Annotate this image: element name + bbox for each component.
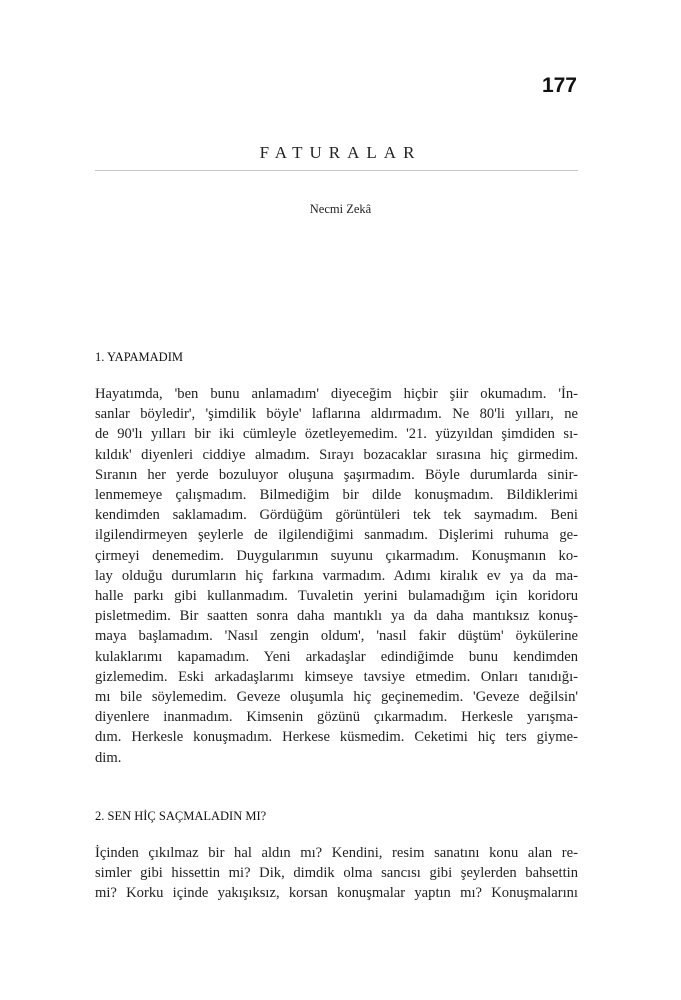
text-line: dım. Herkesle konuşmadım. Herkese küsmedim. Ceketimi hiç ters giyme- bbox=[95, 729, 578, 746]
section-body-1 bbox=[95, 384, 578, 768]
text-line: maya başlamadım. 'Nasıl zengin oldum', 'nasıl fakir düştüm' öykülerine bbox=[95, 628, 578, 645]
text-line: gizlemedim. Eski arkadaşlarımı kimseye tavsiye etmedim. Onları tanıdığı- bbox=[95, 668, 578, 685]
text-line: mi? Korku içinde yakışıksız, korsan konuşmalar yaptın mı? Konuşmalarını bbox=[95, 885, 578, 902]
text-line: sanlar böyledir', 'şimdilik böyle' laflarına aldırmadım. Ne 80'li yılları, ne bbox=[95, 406, 578, 423]
text-line: Sıranın her yerde bozuluyor oluşuna şaşırmadım. Böyle durumlarda sinir- bbox=[95, 466, 578, 483]
text-line: dim. bbox=[95, 749, 122, 766]
text-line: lenmemeye çalışmadım. Bilmediğim bir dilde konuşmadım. Bildiklerimi bbox=[95, 487, 578, 504]
author-name: Necmi Zekâ bbox=[309, 202, 372, 216]
text-line: ilgilendirmeyen şeylerle de ilgilendiğimi sanmadım. Dişlerimi ruhuma ge- bbox=[95, 527, 578, 544]
text-line: pisletmedim. Bir saatten sonra daha mantıklı ya da daha mantıksız konuş- bbox=[95, 608, 578, 625]
text-line: de 90'lı yılları bir iki cümleyle özetleyemedim. '21. yüzyıldan şimdiden sı- bbox=[95, 426, 578, 443]
text-line: halle parkı gibi kullanmadım. Tuvaletin yerini bulamadığım için koridoru bbox=[95, 588, 578, 605]
text-line: kulaklarımı kapamadım. Yeni arkadaşlar edindiğimde bunu kendimden bbox=[95, 648, 578, 665]
section-heading-2: 2. SEN HİÇ SAÇMALADIN MI? bbox=[95, 809, 267, 823]
text-line: kıldık' diyenleri ciddiye almadım. Sırayı bozacaklar sırasına hiç girmedim. bbox=[95, 446, 578, 463]
text-line: kendimden saklamadım. Gördüğüm görüntüleri tek tek saymadım. Beni bbox=[95, 507, 578, 524]
text-line: lay olduğu durumların hiç farkına varmadım. Adımı kiralık ev ya da ma- bbox=[95, 567, 578, 584]
text-line: Hayatımda, 'ben bunu anlamadım' diyeceğim hiçbir şiir okumadım. 'İn- bbox=[95, 386, 578, 402]
page-number: 177 bbox=[541, 74, 577, 97]
chapter-title: FATURALAR bbox=[259, 143, 422, 162]
section-body-2 bbox=[95, 843, 578, 904]
text-line: çirmeyi denemedim. Duygularımın suyunu çıkarmadım. Konuşmanın ko- bbox=[95, 547, 578, 564]
text-line: İçinden çıkılmaz bir hal aldın mı? Kendini, resim sanatını konu alan re- bbox=[95, 845, 578, 861]
text-line: simler gibi hissettin mi? Dik, dimdik olma sancısı gibi şeylerden bahsettin bbox=[95, 865, 578, 882]
title-divider bbox=[95, 170, 578, 171]
section-heading-1: 1. YAPAMADIM bbox=[95, 350, 183, 364]
text-line: mı bile söylemedim. Geveze oluşumla hiç geçinemedim. 'Geveze değilsin' bbox=[95, 689, 578, 706]
text-line: diyenlere inanmadım. Kimsenin gözünü çıkarmadım. Herkesle yarışma- bbox=[95, 709, 578, 726]
